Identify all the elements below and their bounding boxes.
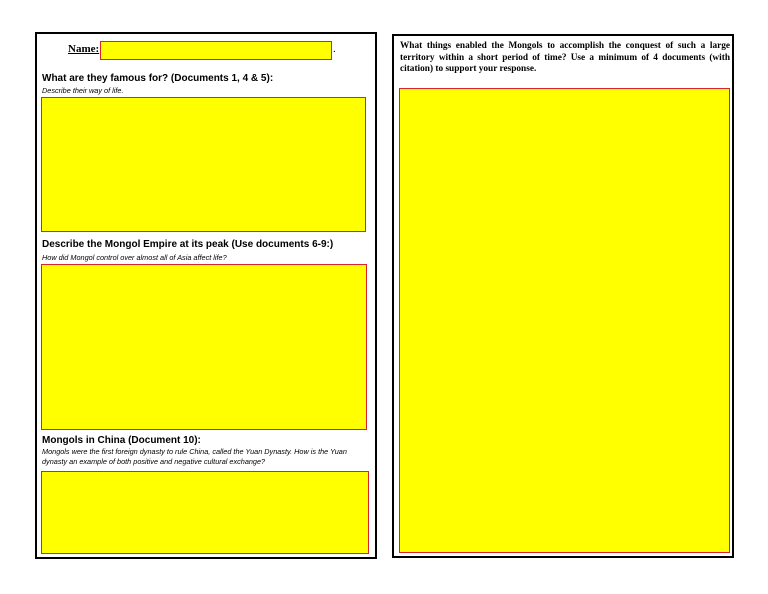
section-empire-heading: Describe the Mongol Empire at its peak (Use documents 6-9:)	[42, 239, 334, 250]
worksheet-page-left	[35, 32, 377, 559]
section-empire-subtext: How did Mongol control over almost all of Asia affect life?	[42, 253, 227, 262]
essay-answer-field[interactable]	[399, 88, 730, 553]
essay-prompt: What things enabled the Mongols to accomplish the conquest of such a large territory within a short period of time? Use a minimum of 4 documents (with citation) to support your response.	[400, 41, 730, 74]
famous-answer-field[interactable]	[41, 97, 366, 232]
china-answer-field[interactable]	[41, 471, 369, 554]
section-famous-subtext: Describe their way of life.	[42, 86, 124, 95]
name-label: Name:	[68, 43, 100, 55]
section-china-heading: Mongols in China (Document 10):	[42, 435, 201, 446]
section-china-subtext: Mongols were the first foreign dynasty to rule China, called the Yuan Dynasty. How is the Yuan dynasty an example of both positive and negative cultural exchange?	[42, 447, 347, 466]
empire-answer-field[interactable]	[41, 264, 367, 430]
name-line-end: .	[333, 43, 336, 55]
name-field[interactable]	[100, 41, 332, 60]
section-famous-heading: What are they famous for? (Documents 1, 4 & 5):	[42, 73, 274, 84]
worksheet-page-right	[392, 34, 734, 558]
